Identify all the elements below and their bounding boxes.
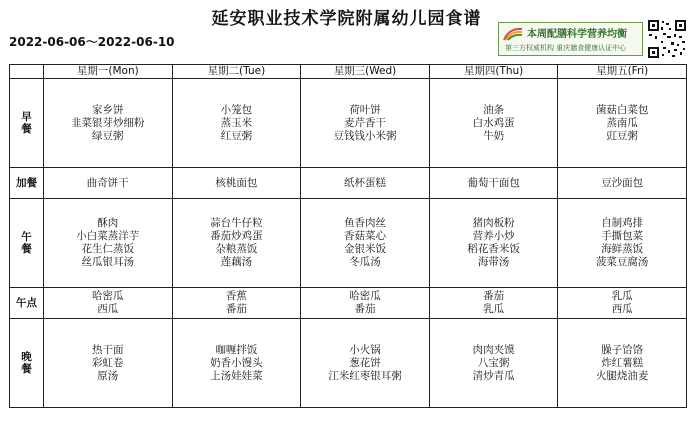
dish-item: 绿豆粥 bbox=[92, 129, 124, 142]
menu-table bbox=[9, 64, 687, 408]
menu-cell bbox=[301, 288, 430, 319]
dish-item: 八宝粥 bbox=[477, 356, 510, 369]
dish-item: 热干面 bbox=[92, 343, 124, 356]
day-header-row bbox=[10, 65, 687, 79]
menu-cell bbox=[429, 288, 558, 319]
dish-item: 菌菇白菜包 bbox=[595, 103, 649, 116]
menu-cell bbox=[172, 79, 301, 168]
meal-name: 午点 bbox=[16, 296, 37, 309]
day-header: 星期一(Mon) bbox=[44, 65, 173, 79]
dish-item: 番茄 bbox=[225, 303, 247, 315]
dish-item: 白水鸡蛋 bbox=[472, 116, 515, 129]
dish-item: 香菇菜心 bbox=[343, 230, 386, 242]
breakfast-row bbox=[10, 79, 687, 168]
dish-item: 冬瓜汤 bbox=[349, 256, 381, 268]
menu-cell bbox=[172, 199, 301, 288]
menu-cell bbox=[44, 79, 173, 168]
dish-item: 番茄 bbox=[354, 303, 376, 315]
menu-cell bbox=[558, 79, 687, 168]
day-header: 星期四(Thu) bbox=[429, 65, 558, 79]
dish-item: 乳瓜 bbox=[611, 290, 633, 302]
dish-item: 鱼香肉丝 bbox=[343, 217, 386, 229]
dish-item: 牛奶 bbox=[483, 129, 505, 142]
dish-item: 菠菜豆腐汤 bbox=[595, 256, 649, 268]
day-header: 星期三(Wed) bbox=[301, 65, 430, 79]
dish-item: 油条 bbox=[483, 103, 505, 116]
dish-item: 乳瓜 bbox=[483, 303, 505, 315]
dish-item: 猪肉板粉 bbox=[472, 217, 515, 229]
menu-cell bbox=[429, 168, 558, 199]
dish-item: 家乡饼 bbox=[92, 103, 124, 116]
dish-item: 哈密瓜 bbox=[349, 290, 381, 302]
dish-item: 葡萄干面包 bbox=[467, 176, 520, 189]
dish-item: 杂粮蒸饭 bbox=[215, 243, 258, 255]
dish-item: 自制鸡排 bbox=[601, 217, 644, 229]
menu-cell bbox=[44, 199, 173, 288]
dish-item: 丝瓜银耳汤 bbox=[81, 256, 135, 268]
meal-name: 早餐 bbox=[21, 110, 32, 135]
dish-item: 核桃面包 bbox=[215, 176, 258, 189]
dish-item: 手撕包菜 bbox=[601, 230, 644, 242]
dish-item: 豆钱钱小米粥 bbox=[333, 129, 397, 142]
menu-cell bbox=[301, 79, 430, 168]
dish-item: 曲奇饼干 bbox=[86, 176, 129, 189]
meal-name: 午餐 bbox=[21, 230, 32, 255]
meal-label bbox=[10, 319, 44, 408]
meal-label bbox=[10, 288, 44, 319]
dish-item: 江米红枣银耳粥 bbox=[328, 369, 402, 382]
dish-item: 稻花香米饭 bbox=[467, 243, 520, 255]
dish-item: 海带汤 bbox=[477, 256, 510, 268]
badge-main-text: 本周配膳科学营养均衡 bbox=[527, 29, 627, 40]
dish-item: 香蕉 bbox=[225, 290, 247, 302]
meal-name: 加餐 bbox=[16, 176, 37, 189]
menu-cell bbox=[44, 168, 173, 199]
dish-item: 小白菜蒸洋芋 bbox=[76, 230, 140, 242]
menu-cell bbox=[301, 168, 430, 199]
menu-cell bbox=[301, 319, 430, 408]
menu-cell bbox=[429, 319, 558, 408]
dish-item: 原汤 bbox=[97, 369, 119, 382]
dish-item: 酥肉 bbox=[97, 217, 119, 229]
dish-item: 营养小炒 bbox=[472, 230, 515, 242]
dish-item: 莲藕汤 bbox=[220, 256, 253, 268]
dish-item: 小笼包 bbox=[220, 103, 253, 116]
menu-cell bbox=[172, 168, 301, 199]
badge-sub-text: 第三方权威机构 重庆膳食健康认证中心 bbox=[505, 44, 627, 52]
dish-item: 上汤娃娃菜 bbox=[210, 369, 263, 382]
dish-item: 麦芹香干 bbox=[343, 116, 386, 129]
menu-cell bbox=[558, 288, 687, 319]
dish-item: 奶香小馒头 bbox=[210, 356, 263, 369]
dish-item: 彩虹卷 bbox=[92, 356, 124, 369]
dish-item: 韭菜银芽炒细粉 bbox=[71, 116, 145, 129]
corner-cell bbox=[10, 65, 44, 79]
dish-item: 荷叶饼 bbox=[349, 103, 381, 116]
dish-item: 豇豆粥 bbox=[606, 129, 638, 142]
dish-item: 金银米饭 bbox=[343, 243, 386, 255]
menu-cell bbox=[558, 199, 687, 288]
snack-row bbox=[10, 168, 687, 199]
dish-item: 蒸玉米 bbox=[220, 116, 253, 129]
menu-cell bbox=[172, 319, 301, 408]
menu-cell bbox=[172, 288, 301, 319]
meal-name: 晚餐 bbox=[21, 350, 32, 375]
qr-code-icon bbox=[647, 19, 687, 59]
dish-item: 西瓜 bbox=[97, 303, 119, 315]
dish-item: 花生仁蒸饭 bbox=[81, 243, 135, 255]
dish-item: 臊子饸饹 bbox=[601, 343, 644, 356]
meal-label bbox=[10, 79, 44, 168]
dish-item: 海鲜蒸饭 bbox=[601, 243, 644, 255]
menu-cell bbox=[558, 168, 687, 199]
dish-item: 番茄 bbox=[483, 290, 505, 302]
dish-item: 蒜台牛仔粒 bbox=[210, 217, 263, 229]
menu-cell bbox=[558, 319, 687, 408]
lunch-row bbox=[10, 199, 687, 288]
dish-item: 西瓜 bbox=[611, 303, 633, 315]
date-range: 2022-06-06～2022-06-10 bbox=[9, 35, 175, 49]
dish-item: 炸红薯糕 bbox=[601, 356, 644, 369]
dinner-row bbox=[10, 319, 687, 408]
dish-item: 清炒青瓜 bbox=[472, 369, 515, 382]
dish-item: 葱花饼 bbox=[349, 356, 381, 369]
dish-item: 红豆粥 bbox=[220, 129, 253, 142]
afternoon-snack-row bbox=[10, 288, 687, 319]
page-title: 延安职业技术学院附属幼儿园食谱 bbox=[211, 9, 482, 29]
menu-cell bbox=[44, 288, 173, 319]
menu-cell bbox=[44, 319, 173, 408]
rainbow-logo-icon bbox=[503, 27, 523, 41]
dish-item: 肉肉夹馍 bbox=[472, 343, 515, 356]
dish-item: 哈密瓜 bbox=[92, 290, 124, 302]
dish-item: 小火锅 bbox=[349, 343, 381, 356]
menu-cell bbox=[301, 199, 430, 288]
dish-item: 火腿烧油麦 bbox=[595, 369, 649, 382]
dish-item: 蒸南瓜 bbox=[606, 116, 638, 129]
meal-label bbox=[10, 168, 44, 199]
day-header: 星期五(Fri) bbox=[558, 65, 687, 79]
menu-cell bbox=[429, 199, 558, 288]
dish-item: 咖喱拌饭 bbox=[215, 343, 258, 356]
dish-item: 豆沙面包 bbox=[601, 176, 644, 189]
meal-label bbox=[10, 199, 44, 288]
dish-item: 番茄炒鸡蛋 bbox=[210, 230, 263, 242]
day-header: 星期二(Tue) bbox=[172, 65, 301, 79]
nutrition-badge bbox=[498, 22, 643, 56]
menu-cell bbox=[429, 79, 558, 168]
dish-item: 纸杯蛋糕 bbox=[343, 176, 386, 189]
